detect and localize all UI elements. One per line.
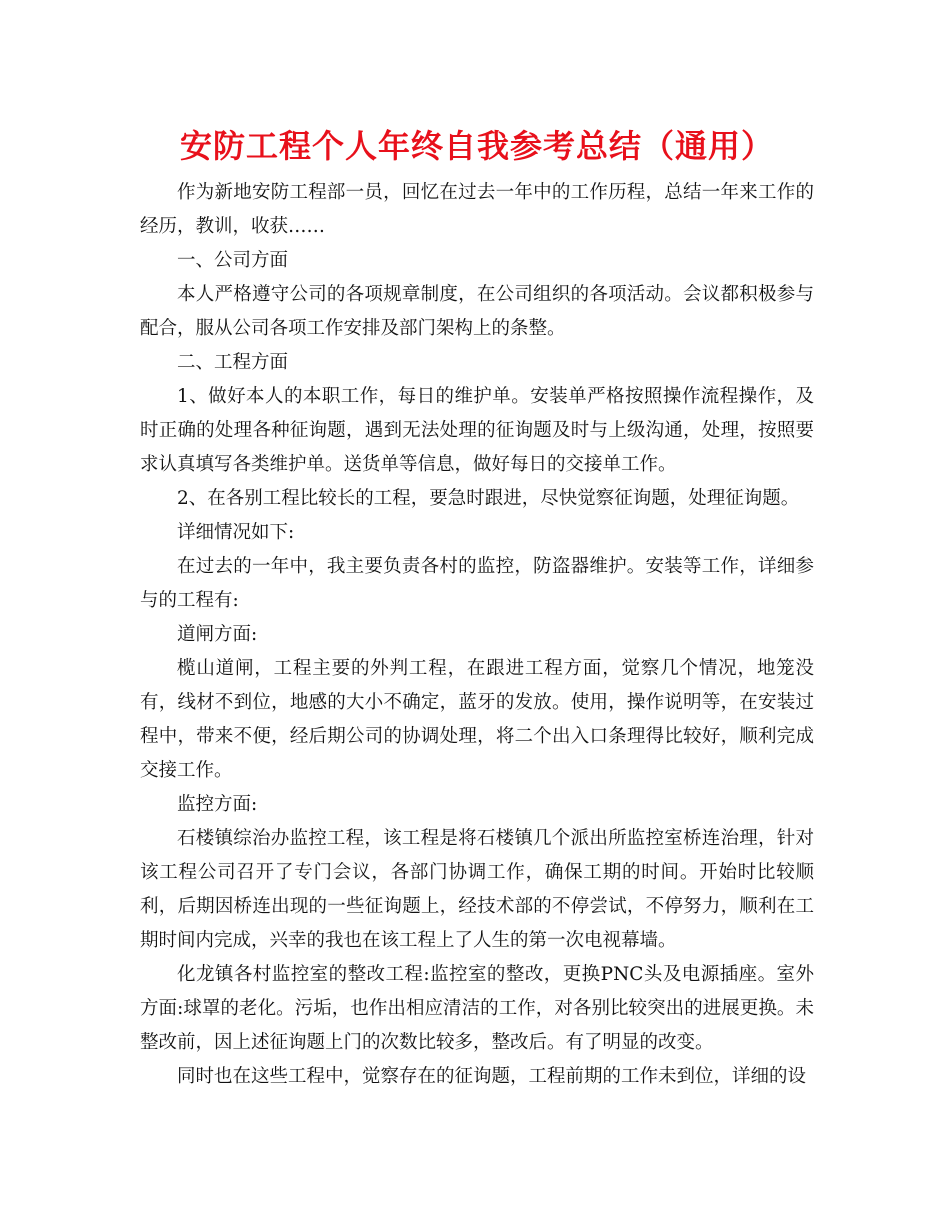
section-heading-company: 一、公司方面 <box>177 250 289 271</box>
document-body <box>140 176 814 1094</box>
paragraph-hualong-rectification: 化龙镇各村监控室的整改工程:监控室的整改，更换PNC头及电源插座。室外方面:球罩的老化。污垢，也作出相应清洁的工作，对各别比较突出的进展更换。未整改前，因上述征询题上门的次数比较多，整改后。有了明显的改变。 <box>140 964 814 1053</box>
paragraph-details-label: 详细情况如下: <box>177 522 295 543</box>
paragraph-item-2: 2、在各别工程比较长的工程，要急时跟进，尽快觉察征询题，处理征询题。 <box>177 488 800 509</box>
paragraph-item-1: 1、做好本人的本职工作，每日的维护单。安装单严格按照操作流程操作，及时正确的处理各种征询题，遇到无法处理的征询题及时与上级沟通，处理，按照要求认真填写各类维护单。送货单等信息，做好每日的交接单工作。 <box>140 386 814 475</box>
section-heading-engineering: 二、工程方面 <box>177 352 289 373</box>
paragraph-company: 本人严格遵守公司的各项规章制度，在公司组织的各项活动。会议都积极参与配合，服从公司各项工作安排及部门架构上的条整。 <box>140 284 814 339</box>
paragraph-issues: 同时也在这些工程中，觉察存在的征询题，工程前期的工作未到位，详细的设 <box>177 1066 807 1087</box>
subheading-monitoring: 监控方面: <box>177 794 258 815</box>
subheading-barrier-gate: 道闸方面: <box>177 624 258 645</box>
paragraph-past-year: 在过去的一年中，我主要负责各村的监控，防盗器维护。安装等工作，详细参与的工程有: <box>140 556 814 611</box>
paragraph-intro: 作为新地安防工程部一员，回忆在过去一年中的工作历程，总结一年来工作的经历，教训，收获…… <box>140 182 814 237</box>
paragraph-shilou-monitoring: 石楼镇综治办监控工程，该工程是将石楼镇几个派出所监控室桥连治理，针对该工程公司召开了专门会议，各部门协调工作，确保工期的时间。开始时比较顺利，后期因桥连出现的一些征询题上，经技术部的不停尝试，不停努力，顺利在工期时间内完成，兴幸的我也在该工程上了人生的第一次电视幕墙。 <box>140 828 814 951</box>
paragraph-barrier-gate: 榄山道闸，工程主要的外判工程，在跟进工程方面，觉察几个情况，地笼没有，线材不到位，地感的大小不确定，蓝牙的发放。使用，操作说明等，在安装过程中，带来不便，经后期公司的协调处理，将二个出入口条理得比较好，顺利完成交接工作。 <box>140 658 814 781</box>
document-title: 安防工程个人年终自我参考总结（通用） <box>179 127 774 165</box>
